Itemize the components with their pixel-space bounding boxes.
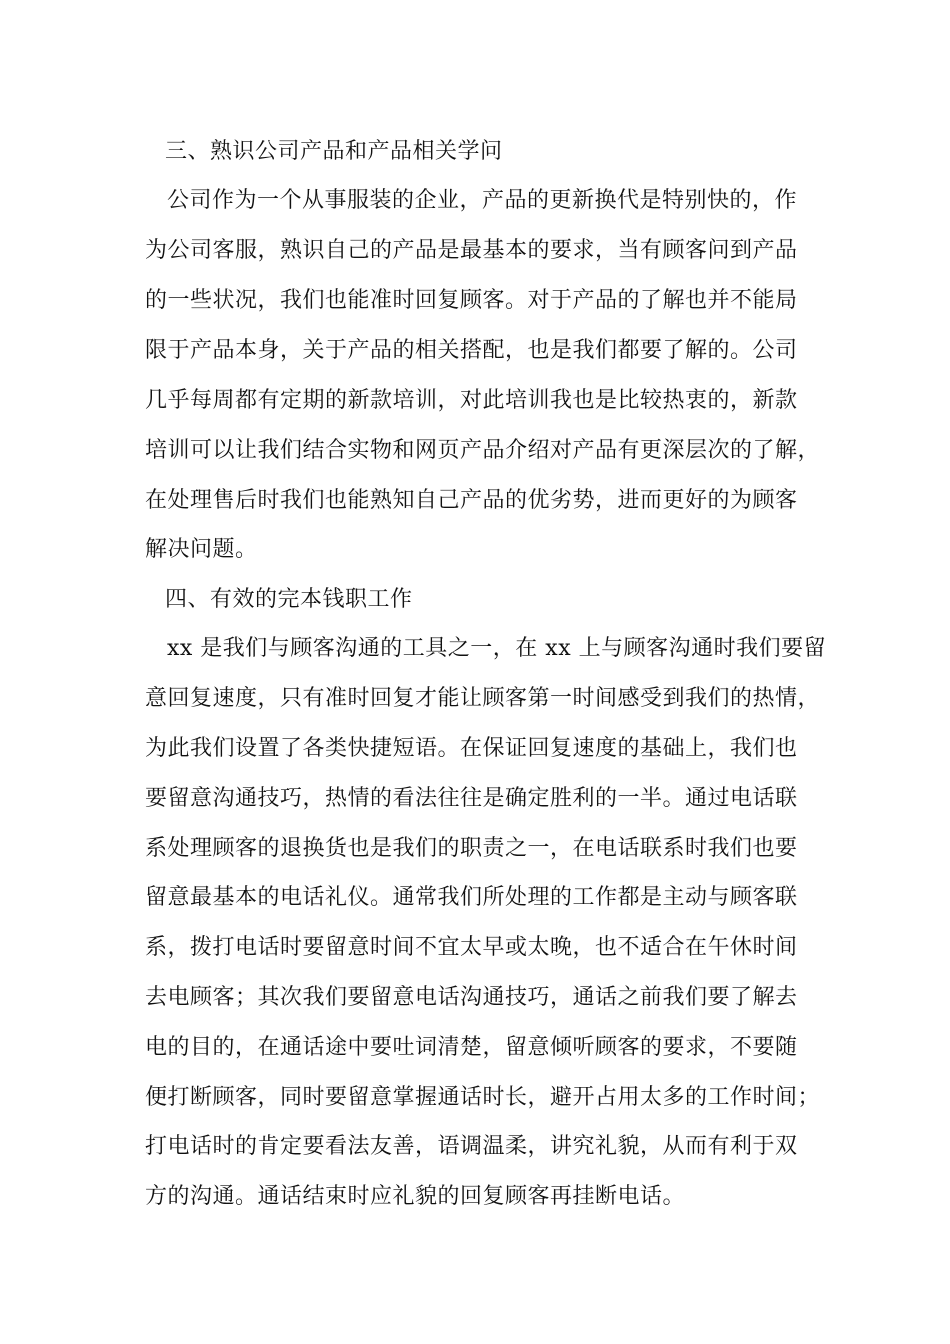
section-4-line-3: 为此我们设置了各类快捷短语。在保证回复速度的基础上，我们也 xyxy=(145,736,798,761)
section-4-line-1: xx 是我们与顾客沟通的工具之一，在 xx 上与顾客沟通时我们要留 xyxy=(167,636,827,661)
section-4-line-7: 系，拨打电话时要留意时间不宜太早或太晚，也不适合在午休时间 xyxy=(145,935,798,960)
section-4-line-5: 系处理顾客的退换货也是我们的职责之一，在电话联系时我们也要 xyxy=(145,836,798,861)
section-3-line-7: 在处理售后时我们也能熟知自己产品的优劣势，进而更好的为顾客 xyxy=(145,488,798,513)
section-3-line-5: 几乎每周都有定期的新款培训，对此培训我也是比较热衷的，新款 xyxy=(145,388,798,413)
section-4-line-4: 要留意沟通技巧，热情的看法往往是确定胜利的一半。通过电话联 xyxy=(145,786,798,811)
section-4-line-9: 电的目的，在通话途中要吐词清楚，留意倾听顾客的要求，不要随 xyxy=(145,1035,798,1060)
section-3-line-2: 为公司客服，熟识自己的产品是最基本的要求，当有顾客问到产品 xyxy=(145,238,798,263)
section-4-line-10: 便打断顾客，同时要留意掌握通话时长，避开占用太多的工作时间； xyxy=(145,1085,821,1110)
section-3-line-3: 的一些状况，我们也能准时回复顾客。对于产品的了解也并不能局 xyxy=(145,288,798,313)
section-4-line-8: 去电顾客；其次我们要留意电话沟通技巧，通话之前我们要了解去 xyxy=(145,985,798,1010)
section-3-line-6: 培训可以让我们结合实物和网页产品介绍对产品有更深层次的了解， xyxy=(145,438,821,463)
section-4-heading: 四、有效的完本钱职工作 xyxy=(165,587,413,612)
section-3-heading: 三、熟识公司产品和产品相关学问 xyxy=(165,139,503,164)
section-4-line-6: 留意最基本的电话礼仪。通常我们所处理的工作都是主动与顾客联 xyxy=(145,885,798,910)
section-3-line-4: 限于产品本身，关于产品的相关搭配，也是我们都要了解的。公司 xyxy=(145,338,798,363)
section-4-line-2: 意回复速度，只有准时回复才能让顾客第一时间感受到我们的热情， xyxy=(145,686,821,711)
section-3-line-1: 公司作为一个从事服装的企业，产品的更新换代是特别快的，作 xyxy=(167,188,798,213)
section-3-line-8: 解决问题。 xyxy=(145,537,258,562)
section-4-line-12: 方的沟通。通话结束时应礼貌的回复顾客再挂断电话。 xyxy=(145,1184,686,1209)
section-4-line-11: 打电话时的肯定要看法友善，语调温柔，讲究礼貌，从而有利于双 xyxy=(145,1134,798,1159)
